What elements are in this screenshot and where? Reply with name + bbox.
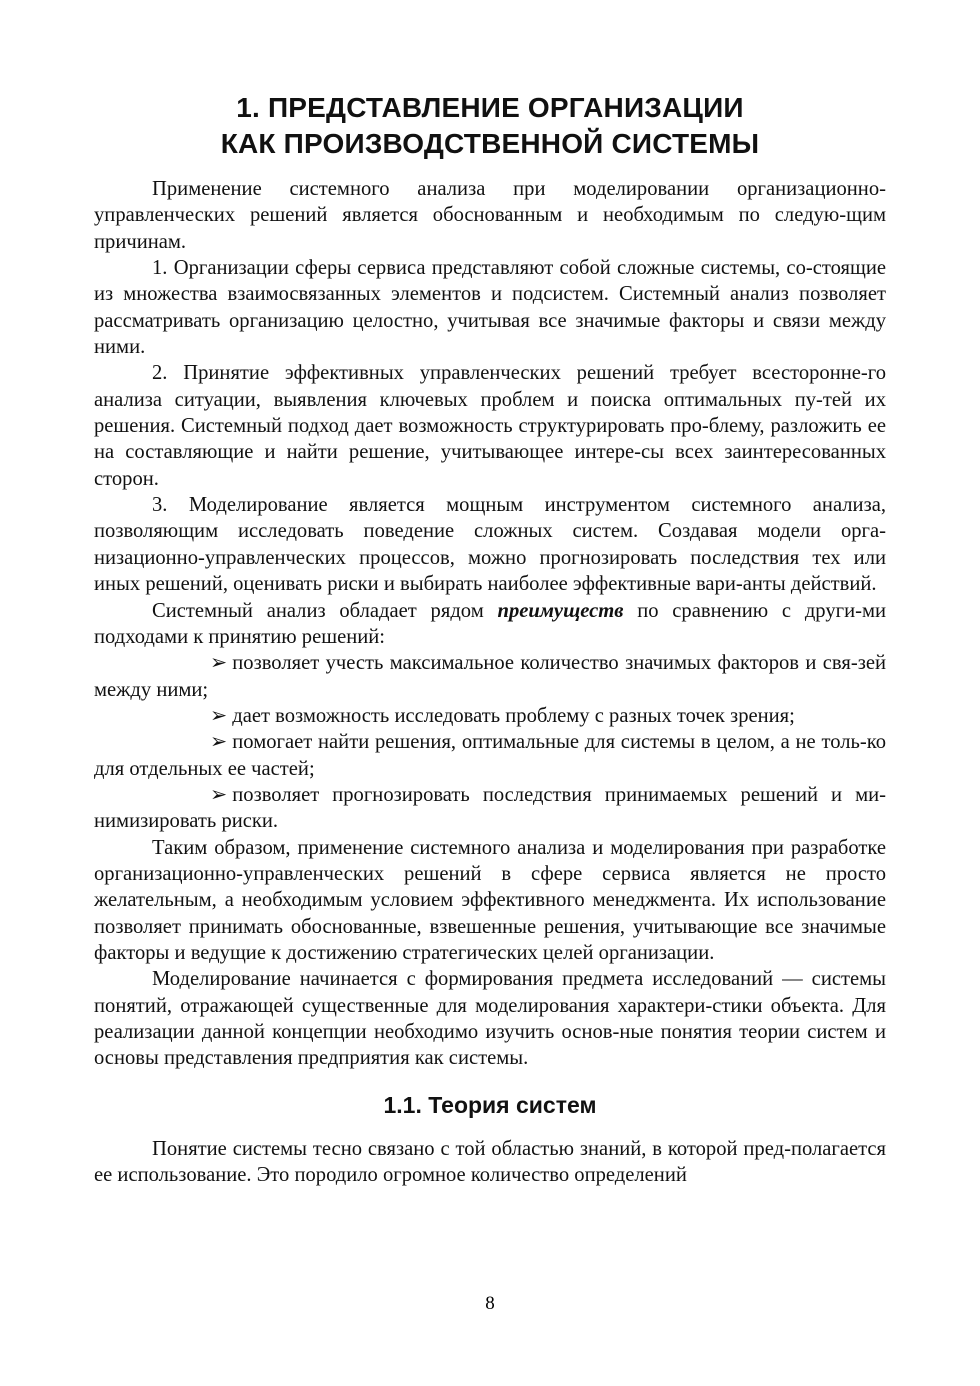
chapter-heading-line-1: 1. ПРЕДСТАВЛЕНИЕ ОРГАНИЗАЦИИ: [236, 92, 744, 123]
list-item-text: позволяет прогнозировать последствия принимаемых решений и ми-нимизировать риски.: [94, 783, 886, 833]
chapter-heading-line-2: КАК ПРОИЗВОДСТВЕННОЙ СИСТЕМЫ: [220, 128, 760, 159]
advantages-list: [94, 650, 886, 834]
list-item: [94, 782, 886, 835]
document-page: [94, 90, 886, 1188]
list-item-text: дает возможность исследовать проблему с разных точек зрения;: [232, 704, 795, 727]
intro-paragraph: Применение системного анализа при моделировании организационно-управленческих решений является обоснованным и необходимым по следую-щим причинам.: [94, 178, 886, 253]
advantages-text-after: по сравнению с други-ми подходами к принятию решений:: [94, 599, 886, 648]
list-item-text: помогает найти решения, оптимальные для системы в целом, а не толь-ко для отдельных ее частей;: [94, 731, 886, 780]
conclusion-paragraph: Таким образом, применение системного анализа и моделирования при разработке организационно-управленческих решений в сфере сервиса является не просто желательным, а необходимым условием эффективного менеджмента. Их использование позволяет принимать обоснованные, взвешенные решения, учитывающие все значимые факторы и ведущие к достижению стратегических целей организации.: [94, 836, 886, 964]
list-item: [94, 729, 886, 782]
advantages-text-before: Системный анализ обладает рядом: [152, 599, 498, 622]
reason-2-paragraph: 2. Принятие эффективных управленческих решений требует всесторонне-го анализа ситуации, выявления ключевых проблем и поиска оптимальных пу-тей их решения. Системный подход дает возможность структурировать про-блему, разложить ее на составляющие и найти решение, учитывающее интере-сы всех заинтересованных сторон.: [94, 362, 886, 490]
reason-1-paragraph: 1. Организации сферы сервиса представляют собой сложные системы, со-стоящие из множества взаимосвязанных элементов и подсистем. Системный анализ позволяет рассматривать организацию целостно, учитывая все значимые факторы и связи между ними.: [94, 257, 886, 359]
arrow-bullet-icon: ➢: [210, 704, 228, 727]
list-item: [94, 650, 886, 703]
reason-3-paragraph: 3. Моделирование является мощным инструментом системного анализа, позволяющим исследовать поведение сложных систем. Создавая модели орга-низационно-управленческих процессов, можно прогнозировать последствия тех или иных решений, оценивать риски и выбирать наиболее эффективные вари-анты действий.: [94, 494, 886, 596]
section-heading: 1.1. Теория систем: [383, 1091, 597, 1118]
arrow-bullet-icon: ➢: [210, 731, 228, 754]
advantages-emphasis: преимуществ: [497, 599, 624, 622]
modeling-paragraph: Моделирование начинается с формирования предмета исследований — системы понятий, отражающей существенные для моделирования характери-стики объекта. Для реализации данной концепции необходимо изучить основ-ные понятия теории систем и основы представления предприятия как системы.: [94, 968, 886, 1070]
arrow-bullet-icon: ➢: [210, 652, 228, 675]
chapter-heading: [94, 90, 886, 162]
arrow-bullet-icon: ➢: [210, 783, 228, 806]
page-number: 8: [485, 1293, 495, 1314]
list-item: [94, 703, 886, 729]
advantages-paragraph: [94, 598, 886, 651]
list-item-text: позволяет учесть максимальное количество значимых факторов и свя-зей между ними;: [94, 652, 886, 701]
section-paragraph: Понятие системы тесно связано с той областью знаний, в которой пред-полагается ее использование. Это породило огромное количество определений: [94, 1137, 886, 1187]
